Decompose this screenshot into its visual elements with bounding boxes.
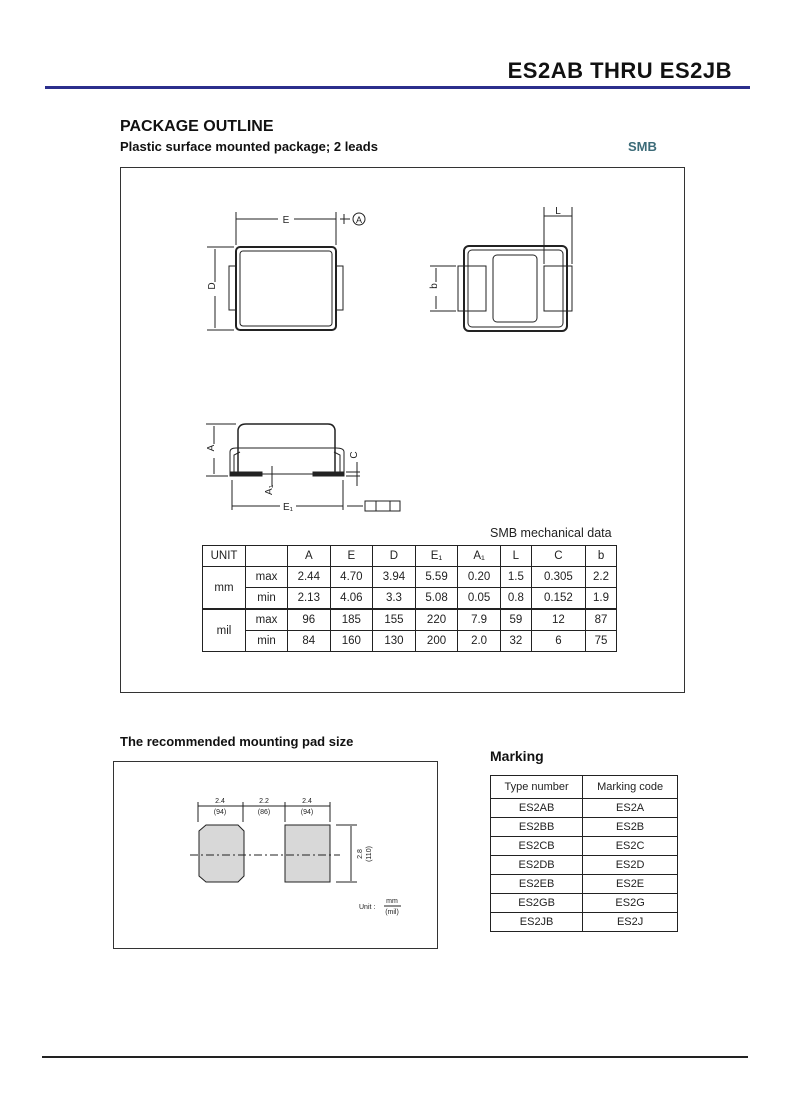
pad-height-mm: 2.8	[357, 849, 364, 859]
value-cell: 87	[586, 609, 617, 631]
limit-cell: min	[246, 631, 288, 652]
mounting-pad-title: The recommended mounting pad size	[120, 734, 354, 749]
table-row	[491, 894, 678, 913]
header-cell: b	[586, 546, 617, 567]
header-cell: Type number	[491, 776, 583, 799]
table-row	[491, 875, 678, 894]
value-cell: 5.08	[415, 588, 458, 610]
unit-cell: mil	[203, 609, 246, 652]
header-cell: A	[288, 546, 331, 567]
top-view-drawing	[207, 212, 365, 330]
marking-code-cell: ES2B	[583, 818, 678, 837]
type-number-cell: ES2CB	[491, 837, 583, 856]
marking-code-cell: ES2D	[583, 856, 678, 875]
value-cell: 0.152	[531, 588, 585, 610]
section-heading: PACKAGE OUTLINE	[120, 118, 274, 135]
value-cell: 84	[288, 631, 331, 652]
mechanical-data-caption: SMB mechanical data	[490, 526, 612, 540]
footer-divider	[42, 1056, 748, 1058]
side-view-drawing	[206, 424, 400, 511]
value-cell: 1.9	[586, 588, 617, 610]
pad-gap-mil: (86)	[257, 809, 271, 816]
pad-width-mil: (94)	[213, 809, 227, 816]
type-number-cell: ES2JB	[491, 913, 583, 932]
table-row	[491, 818, 678, 837]
value-cell: 32	[500, 631, 531, 652]
value-cell: 200	[415, 631, 458, 652]
type-number-cell: ES2AB	[491, 799, 583, 818]
value-cell: 3.94	[373, 567, 416, 588]
value-cell: 2.2	[586, 567, 617, 588]
table-row	[491, 856, 678, 875]
dim-label-a: A	[206, 444, 217, 452]
unit-cell: mm	[203, 567, 246, 610]
unit-numerator: mm	[386, 898, 398, 905]
header-cell: UNIT	[203, 546, 246, 567]
marking-table	[490, 775, 678, 932]
value-cell: 160	[330, 631, 373, 652]
value-cell: 5.59	[415, 567, 458, 588]
table-header-row	[491, 776, 678, 799]
type-number-cell: ES2EB	[491, 875, 583, 894]
value-cell: 75	[586, 631, 617, 652]
value-cell: 0.05	[458, 588, 501, 610]
marking-code-cell: ES2A	[583, 799, 678, 818]
package-name: SMB	[628, 139, 657, 154]
table-header-row	[203, 546, 617, 567]
table-row	[203, 631, 617, 652]
marking-code-cell: ES2G	[583, 894, 678, 913]
value-cell: 185	[330, 609, 373, 631]
marking-code-cell: ES2C	[583, 837, 678, 856]
pad-gap-mm: 2.2	[259, 798, 269, 805]
document-title: ES2AB THRU ES2JB	[507, 58, 732, 83]
value-cell: 96	[288, 609, 331, 631]
value-cell: 155	[373, 609, 416, 631]
header-cell: L	[500, 546, 531, 567]
value-cell: 3.3	[373, 588, 416, 610]
value-cell: 2.44	[288, 567, 331, 588]
value-cell: 130	[373, 631, 416, 652]
marking-code-cell: ES2E	[583, 875, 678, 894]
pad-width-mil-2: (94)	[300, 809, 314, 816]
table-row	[203, 567, 617, 588]
marking-code-cell: ES2J	[583, 913, 678, 932]
limit-cell: max	[246, 567, 288, 588]
value-cell: 2.13	[288, 588, 331, 610]
value-cell: 4.70	[330, 567, 373, 588]
header-cell	[246, 546, 288, 567]
dim-label-d: D	[207, 282, 218, 290]
header-cell: E	[330, 546, 373, 567]
unit-denominator: (mil)	[385, 909, 399, 916]
header-cell: Marking code	[583, 776, 678, 799]
limit-cell: min	[246, 588, 288, 610]
unit-label: Unit :	[359, 904, 376, 911]
value-cell: 1.5	[500, 567, 531, 588]
value-cell: 220	[415, 609, 458, 631]
section-subheading: Plastic surface mounted package; 2 leads	[120, 139, 378, 154]
dim-label-c: C	[349, 451, 360, 459]
type-number-cell: ES2GB	[491, 894, 583, 913]
pad-width-mm: 2.4	[215, 798, 225, 805]
table-row	[491, 837, 678, 856]
header-cell: C	[531, 546, 585, 567]
marking-title: Marking	[490, 748, 544, 764]
header-cell: D	[373, 546, 416, 567]
type-number-cell: ES2BB	[491, 818, 583, 837]
value-cell: 7.9	[458, 609, 501, 631]
value-cell: 6	[531, 631, 585, 652]
header-cell: A₁	[458, 546, 501, 567]
type-number-cell: ES2DB	[491, 856, 583, 875]
limit-cell: max	[246, 609, 288, 631]
value-cell: 0.8	[500, 588, 531, 610]
pad-height-mil: (110)	[366, 846, 373, 862]
dim-label-a1: A₁	[264, 484, 275, 496]
bottom-view-drawing	[430, 207, 572, 331]
value-cell: 59	[500, 609, 531, 631]
table-row	[203, 588, 617, 610]
value-cell: 0.305	[531, 567, 585, 588]
dim-label-b: b	[429, 283, 440, 289]
dim-label-l: L	[555, 206, 561, 217]
table-row	[491, 913, 678, 932]
table-row	[491, 799, 678, 818]
value-cell: 0.20	[458, 567, 501, 588]
pad-width-mm-2: 2.4	[302, 798, 312, 805]
value-cell: 4.06	[330, 588, 373, 610]
dim-label-e1: E₁	[282, 502, 294, 513]
dim-label-e: E	[282, 215, 290, 226]
value-cell: 12	[531, 609, 585, 631]
table-row	[203, 609, 617, 631]
value-cell: 2.0	[458, 631, 501, 652]
datum-label-a: A	[355, 215, 363, 225]
mounting-pad-frame	[113, 761, 438, 949]
mechanical-data-table	[202, 545, 617, 652]
header-cell: E₁	[415, 546, 458, 567]
